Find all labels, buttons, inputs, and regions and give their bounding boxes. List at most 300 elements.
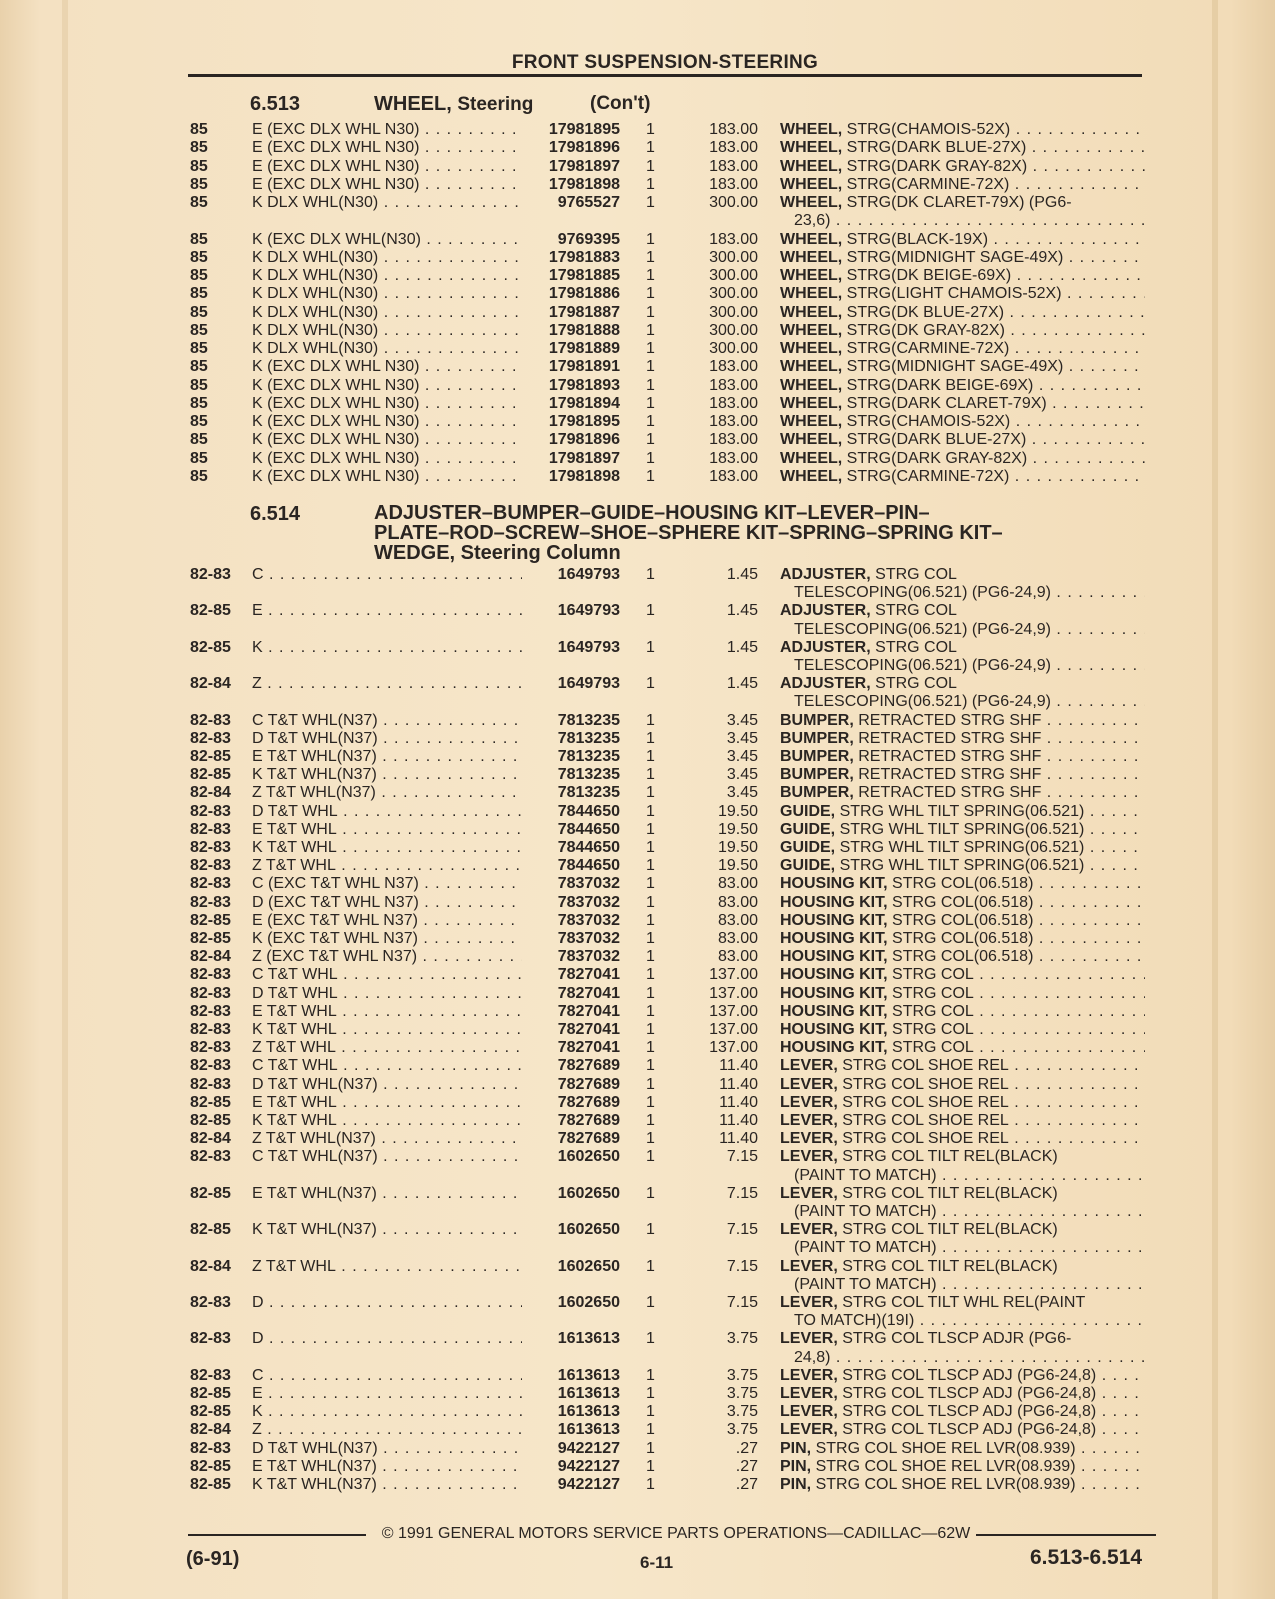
part-number: 17981893	[548, 376, 620, 394]
part-number: 7837032	[557, 911, 620, 929]
description-line	[780, 1258, 1145, 1276]
model-applicability: K (EXC DLX WHL N30) . . .	[252, 395, 522, 413]
part-description	[780, 1112, 1145, 1130]
price: 83.00	[717, 911, 758, 929]
description-line	[780, 431, 1145, 449]
quantity: 1	[646, 1112, 655, 1129]
part-name: HOUSING KIT,	[780, 966, 888, 984]
model-year: 82-83	[190, 1057, 231, 1075]
model-year: 82-85	[190, 930, 231, 947]
model-year: 82-83	[190, 566, 231, 583]
price: .27	[735, 1439, 758, 1457]
part-name: GUIDE,	[780, 839, 836, 856]
part-number: 17981896	[548, 431, 620, 449]
model-applicability: D T&T WHL . . .	[252, 985, 522, 1003]
part-name: WHEEL,	[780, 285, 843, 303]
price: .27	[735, 1476, 758, 1493]
model-year: 82-83	[190, 966, 231, 984]
description-text: STRG COL SHOE REL LVR(08.939)	[815, 1476, 1076, 1493]
description-line	[780, 121, 1145, 139]
quantity: 1	[646, 893, 655, 911]
part-name: GUIDE,	[780, 820, 836, 838]
model-applicability: K (EXC DLX WHL N30) . . .	[252, 468, 522, 486]
description-line	[780, 1476, 1145, 1494]
part-name: GUIDE,	[780, 802, 836, 820]
quantity: 1	[646, 1184, 655, 1202]
part-row	[0, 1258, 1275, 1298]
part-number: 9765527	[557, 194, 620, 211]
part-description	[780, 1403, 1145, 1421]
model-applicability: D . . .	[252, 1330, 522, 1348]
description-line	[780, 821, 1145, 839]
description-text: STRG COL TLSCP ADJR (PG6-	[842, 1330, 1072, 1348]
description-text: STRG COL SHOE REL	[842, 1130, 1009, 1148]
model-year: 82-83	[190, 820, 231, 838]
description-continuation: (PAINT TO MATCH) . . .	[780, 1239, 1145, 1257]
quantity: 1	[646, 1403, 655, 1421]
model-applicability: K . . .	[252, 639, 522, 657]
model-year: 82-85	[190, 911, 231, 929]
description-line	[780, 1094, 1145, 1112]
part-description	[780, 875, 1145, 893]
price: 19.50	[717, 839, 758, 856]
quantity: 1	[646, 121, 655, 138]
quantity: 1	[646, 267, 655, 284]
model-year: 82-85	[190, 1093, 231, 1111]
part-number: 7827041	[557, 1021, 620, 1038]
quantity: 1	[646, 911, 655, 929]
description-line	[780, 267, 1145, 285]
part-number: 7813235	[557, 711, 620, 729]
quantity: 1	[646, 157, 655, 175]
price: 7.15	[726, 1221, 758, 1239]
part-name: LEVER,	[780, 1130, 838, 1148]
quantity: 1	[646, 285, 655, 303]
model-year: 82-85	[190, 1476, 231, 1493]
model-applicability: K (EXC DLX WHL N30) . . .	[252, 358, 522, 376]
part-row	[0, 602, 1275, 642]
part-description	[780, 930, 1145, 948]
part-number: 17981895	[548, 121, 620, 138]
section-title-line: ADJUSTER–BUMPER–GUIDE–HOUSING KIT–LEVER–PIN–	[374, 502, 930, 524]
part-row	[0, 1476, 1275, 1516]
model-year: 82-83	[190, 729, 231, 747]
part-name: WHEEL,	[780, 358, 843, 376]
section-title	[374, 93, 533, 116]
part-number: 9422127	[557, 1476, 620, 1493]
price: 11.40	[719, 1057, 758, 1075]
model-year: 82-83	[190, 1039, 231, 1057]
footer-rule-right	[976, 1534, 1156, 1536]
part-name: PIN,	[780, 1439, 812, 1457]
price: .27	[735, 1457, 758, 1475]
model-year: 85	[190, 157, 208, 175]
description-text: STRG(CARMINE-72X)	[846, 340, 1010, 357]
price: 183.00	[709, 467, 758, 485]
part-number: 7813235	[557, 784, 620, 802]
part-description	[780, 1476, 1145, 1494]
price: 183.00	[709, 358, 758, 376]
description-line	[780, 1003, 1145, 1021]
model-year: 85	[190, 121, 208, 138]
description-text: STRG(DARK CLARET-79X)	[846, 394, 1047, 412]
part-name: WHEEL,	[780, 248, 843, 266]
part-description	[780, 821, 1145, 839]
model-applicability: Z . . .	[252, 675, 522, 693]
model-applicability: D (EXC T&T WHL N37) . . .	[252, 894, 522, 912]
description-continuation: 23,6) . . .	[780, 212, 1145, 230]
quantity: 1	[646, 1039, 655, 1057]
part-description	[780, 566, 1145, 603]
description-line	[780, 985, 1145, 1003]
running-head: FRONT SUSPENSION-STEERING	[511, 52, 819, 73]
quantity: 1	[646, 321, 655, 339]
description-line	[780, 1112, 1145, 1130]
part-number: 17981897	[548, 157, 620, 175]
part-number: 7844650	[557, 839, 620, 856]
model-applicability: K DLX WHL(N30) . . .	[252, 194, 522, 212]
part-number: 7827689	[557, 1057, 620, 1075]
price: 3.45	[726, 711, 758, 729]
part-description	[780, 1294, 1145, 1331]
model-year: 85	[190, 139, 208, 157]
price: 183.00	[709, 139, 758, 157]
description-text: STRG(CARMINE-72X)	[846, 175, 1010, 193]
price: 7.15	[726, 1148, 758, 1166]
description-text: RETRACTED STRG SHF	[858, 766, 1042, 784]
part-description	[780, 1367, 1145, 1385]
model-applicability: K T&T WHL(N37) . . .	[252, 766, 522, 784]
model-applicability: K (EXC DLX WHL N30) . . .	[252, 377, 522, 395]
description-text: STRG(CARMINE-72X)	[846, 467, 1010, 485]
price: 3.45	[726, 784, 758, 802]
description-line	[780, 358, 1145, 376]
part-description	[780, 1021, 1145, 1039]
model-applicability: Z T&T WHL(N37) . . .	[252, 1130, 522, 1148]
footer-section-range: 6.513-6.514	[1030, 1546, 1143, 1569]
description-line	[780, 766, 1145, 784]
part-row	[0, 194, 1275, 234]
description-text: STRG(BLACK-19X)	[846, 230, 989, 248]
quantity: 1	[646, 175, 655, 193]
description-text: STRG COL	[892, 1021, 974, 1038]
part-name: WHEEL,	[780, 340, 843, 357]
part-name: WHEEL,	[780, 413, 843, 430]
model-year: 85	[190, 230, 208, 248]
part-number: 7844650	[557, 802, 620, 820]
description-line	[780, 158, 1145, 176]
part-name: ADJUSTER,	[780, 602, 871, 620]
part-number: 7813235	[557, 766, 620, 784]
price: 1.45	[726, 675, 758, 693]
part-row	[0, 639, 1275, 679]
part-number: 1613613	[557, 1330, 620, 1348]
model-year: 82-85	[190, 1457, 231, 1475]
model-year: 85	[190, 285, 208, 303]
part-name: WHEEL,	[780, 467, 843, 485]
part-description	[780, 639, 1145, 676]
part-number: 1649793	[557, 602, 620, 620]
part-number: 1649793	[557, 566, 620, 583]
model-applicability: E T&T WHL . . .	[252, 1094, 522, 1112]
quantity: 1	[646, 638, 655, 656]
description-continuation: TELESCOPING(06.521) (PG6-24,9) . . .	[780, 621, 1145, 639]
description-continuation: TELESCOPING(06.521) (PG6-24,9) . . .	[780, 584, 1145, 602]
price: 183.00	[709, 157, 758, 175]
description-text: STRG WHL TILT SPRING(06.521)	[839, 802, 1085, 820]
part-name: GUIDE,	[780, 857, 836, 875]
quantity: 1	[646, 413, 655, 430]
price: 7.15	[726, 1294, 758, 1311]
part-description	[780, 985, 1145, 1003]
part-name: HOUSING KIT,	[780, 1002, 888, 1020]
quantity: 1	[646, 1439, 655, 1457]
model-applicability: E T&T WHL(N37) . . .	[252, 748, 522, 766]
part-number: 7827041	[557, 1039, 620, 1057]
description-continuation: TELESCOPING(06.521) (PG6-24,9) . . .	[780, 657, 1145, 675]
description-line	[780, 730, 1145, 748]
description-text: STRG(DARK BLUE-27X)	[846, 139, 1027, 157]
quantity: 1	[646, 1221, 655, 1239]
model-year: 82-84	[190, 784, 231, 802]
part-description	[780, 176, 1145, 194]
model-year: 82-83	[190, 1148, 231, 1166]
part-description	[780, 966, 1145, 984]
price: 83.00	[717, 893, 758, 911]
description-text: STRG COL TILT REL(BLACK)	[842, 1148, 1058, 1166]
description-text: STRG COL	[875, 566, 957, 583]
model-applicability: Z T&T WHL . . .	[252, 1039, 522, 1057]
description-line	[780, 194, 1145, 212]
price: 300.00	[709, 285, 758, 303]
description-line	[780, 784, 1145, 802]
part-description	[780, 267, 1145, 285]
part-description	[780, 1385, 1145, 1403]
model-applicability: E T&T WHL(N37) . . .	[252, 1185, 522, 1203]
part-name: ADJUSTER,	[780, 566, 871, 583]
description-text: STRG COL SHOE REL LVR(08.939)	[815, 1439, 1076, 1457]
model-applicability: E (EXC DLX WHL N30) . . .	[252, 176, 522, 194]
model-year: 85	[190, 267, 208, 284]
part-name: LEVER,	[780, 1385, 838, 1402]
description-line	[780, 340, 1145, 358]
model-applicability: K T&T WHL . . .	[252, 1021, 522, 1039]
description-text: STRG COL TILT REL(BLACK)	[842, 1221, 1058, 1239]
part-description	[780, 358, 1145, 376]
part-number: 7837032	[557, 893, 620, 911]
part-name: HOUSING KIT,	[780, 875, 888, 893]
price: 300.00	[709, 194, 758, 211]
header-rule	[188, 74, 1142, 77]
price: 300.00	[709, 248, 758, 266]
quantity: 1	[646, 1457, 655, 1475]
price: 183.00	[709, 431, 758, 449]
part-name: WHEEL,	[780, 139, 843, 157]
quantity: 1	[646, 857, 655, 875]
model-year: 82-83	[190, 1439, 231, 1457]
part-description	[780, 1003, 1145, 1021]
description-line	[780, 1367, 1145, 1385]
price: 137.00	[709, 984, 758, 1002]
model-year: 82-83	[190, 802, 231, 820]
model-applicability: E (EXC T&T WHL N37) . . .	[252, 912, 522, 930]
model-applicability: C . . .	[252, 566, 522, 584]
part-name: HOUSING KIT,	[780, 1021, 888, 1038]
part-number: 7837032	[557, 930, 620, 947]
description-text: STRG COL SHOE REL	[842, 1075, 1009, 1093]
description-line	[780, 566, 1145, 584]
model-applicability: D . . .	[252, 1294, 522, 1312]
price: 183.00	[709, 449, 758, 467]
description-continuation: (PAINT TO MATCH) . . .	[780, 1167, 1145, 1185]
model-year: 85	[190, 431, 208, 449]
description-text: STRG COL(06.518)	[892, 948, 1034, 966]
description-line	[780, 322, 1145, 340]
description-text: STRG COL(06.518)	[892, 875, 1034, 893]
description-line	[780, 894, 1145, 912]
part-description	[780, 322, 1145, 340]
part-description	[780, 730, 1145, 748]
part-name: WHEEL,	[780, 157, 843, 175]
description-line	[780, 1458, 1145, 1476]
part-row	[0, 566, 1275, 606]
description-line	[780, 912, 1145, 930]
price: 83.00	[717, 930, 758, 947]
description-text: STRG(CHAMOIS-52X)	[846, 413, 1011, 430]
quantity: 1	[646, 394, 655, 412]
footer-page-number: 6-11	[640, 1553, 674, 1572]
part-description	[780, 839, 1145, 857]
description-line	[780, 639, 1145, 657]
description-line	[780, 1039, 1145, 1057]
part-description	[780, 1130, 1145, 1148]
part-row	[0, 675, 1275, 715]
part-row	[0, 1185, 1275, 1225]
description-line	[780, 450, 1145, 468]
description-text: STRG(DK CLARET-79X) (PG6-	[846, 194, 1072, 211]
part-description	[780, 139, 1145, 157]
model-year: 82-85	[190, 748, 231, 765]
price: 3.75	[726, 1366, 758, 1384]
model-applicability: K T&T WHL . . .	[252, 1112, 522, 1130]
part-description	[780, 1258, 1145, 1295]
part-description	[780, 675, 1145, 712]
quantity: 1	[646, 1093, 655, 1111]
model-applicability: K (EXC DLX WHL N30) . . .	[252, 450, 522, 468]
price: 183.00	[709, 376, 758, 394]
part-number: 1613613	[557, 1403, 620, 1421]
description-line	[780, 1148, 1145, 1166]
quantity: 1	[646, 230, 655, 248]
part-number: 1602650	[557, 1221, 620, 1239]
part-number: 1602650	[557, 1184, 620, 1202]
part-name: PIN,	[780, 1457, 812, 1475]
part-name: BUMPER,	[780, 711, 854, 729]
model-applicability: D T&T WHL(N37) . . .	[252, 1076, 522, 1094]
description-line	[780, 304, 1145, 322]
model-year: 82-85	[190, 602, 231, 620]
model-year: 82-85	[190, 1221, 231, 1239]
part-row	[0, 1221, 1275, 1261]
quantity: 1	[646, 930, 655, 947]
quantity: 1	[646, 1057, 655, 1075]
part-description	[780, 912, 1145, 930]
model-year: 85	[190, 467, 208, 485]
model-applicability: Z . . .	[252, 1421, 522, 1439]
description-line	[780, 231, 1145, 249]
part-description	[780, 340, 1145, 358]
price: 83.00	[717, 948, 758, 966]
part-name: LEVER,	[780, 1366, 838, 1384]
model-applicability: K DLX WHL(N30) . . .	[252, 267, 522, 285]
description-text: STRG COL	[892, 984, 974, 1002]
model-year: 82-85	[190, 1403, 231, 1421]
model-year: 82-85	[190, 1385, 231, 1402]
part-description	[780, 158, 1145, 176]
part-description	[780, 1076, 1145, 1094]
part-description	[780, 748, 1145, 766]
quantity: 1	[646, 566, 655, 583]
price: 300.00	[709, 267, 758, 284]
part-number: 7827689	[557, 1075, 620, 1093]
quantity: 1	[646, 984, 655, 1002]
price: 300.00	[709, 340, 758, 357]
part-name: BUMPER,	[780, 784, 854, 802]
description-line	[780, 468, 1145, 486]
model-applicability: C . . .	[252, 1367, 522, 1385]
description-text: STRG(LIGHT CHAMOIS-52X)	[846, 285, 1062, 303]
price: 3.75	[726, 1403, 758, 1421]
model-applicability: Z T&T WHL . . .	[252, 857, 522, 875]
part-number: 17981894	[548, 394, 620, 412]
description-line	[780, 285, 1145, 303]
model-year: 82-83	[190, 1294, 231, 1311]
description-text: STRG COL	[892, 1039, 974, 1057]
quantity: 1	[646, 358, 655, 376]
price: 300.00	[709, 303, 758, 321]
price: 1.45	[726, 638, 758, 656]
description-line	[780, 139, 1145, 157]
part-number: 9769395	[557, 230, 620, 248]
description-line	[780, 602, 1145, 620]
part-number: 1602650	[557, 1294, 620, 1311]
model-applicability: Z (EXC T&T WHL N37) . . .	[252, 948, 522, 966]
part-number: 7837032	[557, 875, 620, 893]
model-applicability: C T&T WHL(N37) . . .	[252, 712, 522, 730]
part-description	[780, 304, 1145, 322]
quantity: 1	[646, 748, 655, 765]
part-name: LEVER,	[780, 1184, 838, 1202]
part-name: WHEEL,	[780, 121, 843, 138]
part-number: 17981896	[548, 139, 620, 157]
description-text: STRG COL(06.518)	[892, 930, 1034, 947]
model-applicability: Z T&T WHL(N37) . . .	[252, 784, 522, 802]
footer-date-code: (6-91)	[186, 1548, 240, 1570]
model-applicability: D T&T WHL(N37) . . .	[252, 1440, 522, 1458]
part-description	[780, 285, 1145, 303]
part-name: ADJUSTER,	[780, 638, 871, 656]
price: 11.40	[719, 1112, 758, 1129]
model-year: 82-83	[190, 1366, 231, 1384]
quantity: 1	[646, 766, 655, 784]
model-applicability: K (EXC DLX WHL N30) . . .	[252, 431, 522, 449]
part-name: HOUSING KIT,	[780, 948, 888, 966]
model-year: 82-84	[190, 948, 231, 966]
description-text: STRG(MIDNIGHT SAGE-49X)	[846, 248, 1064, 266]
model-year: 82-85	[190, 638, 231, 656]
part-description	[780, 1330, 1145, 1367]
description-continuation: TELESCOPING(06.521) (PG6-24,9) . . .	[780, 693, 1145, 711]
